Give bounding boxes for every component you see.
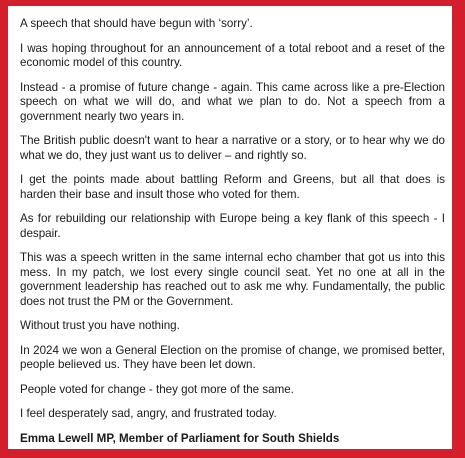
statement-paragraph-2: I was hoping throughout for an announcement of a total reboot and a reset of the economic model of this country. xyxy=(20,41,445,69)
statement-paragraph-8: Without trust you have nothing. xyxy=(20,319,180,332)
statement-signature: Emma Lewell MP, Member of Parliament for South Shields xyxy=(20,431,340,445)
statement-paragraph-11: I feel desperately sad, angry, and frustrated today. xyxy=(20,407,277,420)
statement-paragraph-7: This was a speech written in the same internal echo chamber that got us into this mess. In my patch, we lost every single council seat. Yet no one at all in the government leadership has reached out to ask me why. Fundamentally, the public does not trust the PM or the Government. xyxy=(20,251,445,308)
statement-paragraph-4: The British public doesn't want to hear a narrative or a story, or to hear why we do what we do, they just want us to deliver – and rightly so. xyxy=(20,134,445,162)
statement-paragraph-10: People voted for change - they got more of the same. xyxy=(20,382,294,396)
statement-paragraph-9: In 2024 we won a General Election on the promise of change, we promised better, people believed us. They have been let down. xyxy=(20,343,445,371)
statement-card xyxy=(8,6,452,449)
statement-paragraph-5: I get the points made about battling Reform and Greens, but all that does is harden their base and insult those who voted for them. xyxy=(20,173,445,201)
statement-paragraph-6: As for rebuilding our relationship with Europe being a key flank of this speech - I despair. xyxy=(20,212,445,240)
statement-paragraph-1: A speech that should have begun with ‘sorry’. xyxy=(20,17,253,30)
statement-paragraph-3: Instead - a promise of future change - again. This came across like a pre-Election speech on what we will do, and what we plan to do. Not a speech from a government nearly two years in. xyxy=(20,80,445,123)
